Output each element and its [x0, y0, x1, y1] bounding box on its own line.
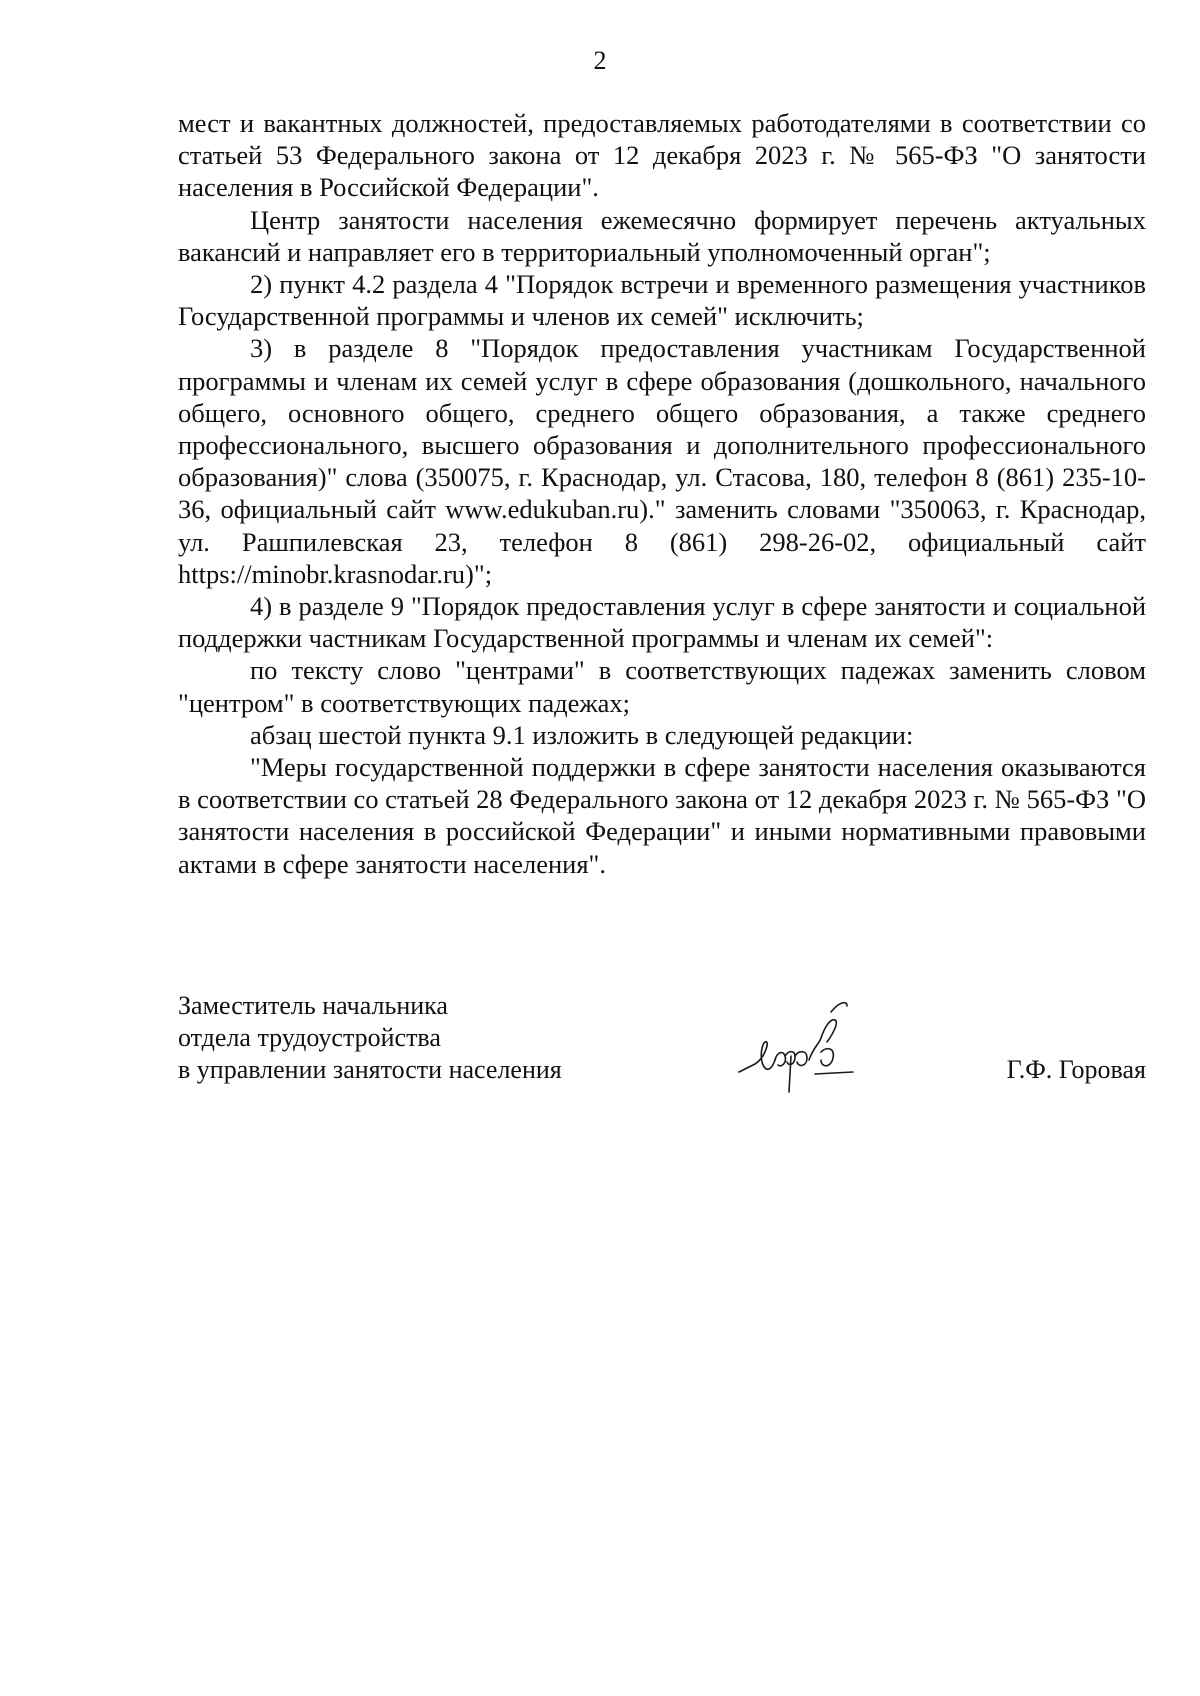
paragraph-item-2: 2) пункт 4.2 раздела 4 "Порядок встречи и временного размещения участников Государственной программы и членов их семей" исключить;	[178, 269, 1146, 332]
paragraph-employment-center: Центр занятости населения ежемесячно формирует перечень актуальных вакансий и направляет его в территориальный уполномоченный орган";	[178, 204, 1146, 267]
signatory-title-line: отдела трудоустройства	[178, 1023, 441, 1052]
paragraph-item-4: 4) в разделе 9 "Порядок предоставления услуг в сфере занятости и социальной поддержки частникам Государственной программы и членам их семей":	[178, 591, 1146, 654]
paragraph-item-3: 3) в разделе 8 "Порядок предоставления участникам Государственной программы и членам их семей услуг в сфере образования (дошкольного, начального общего, основного общего, среднего общего образования, а также среднего профессионального, высшего образования и дополнительного профессионального образования)" слова (350075, г. Краснодар, ул. Стасова, 180, телефон 8 (861) 235-10-36, официальный сайт www.edukuban.ru)." заменить словами "350063, г. Краснодар, ул. Рашпилевская 23, телефон 8 (861) 298-26-02, официальный сайт https://minobr.krasnodar.ru)";	[178, 333, 1146, 589]
paragraph-sixth-abzac: абзац шестой пункта 9.1 изложить в следующей редакции:	[250, 719, 914, 750]
signatory-name: Г.Ф. Горовая	[1006, 1055, 1146, 1084]
document-body	[178, 107, 1146, 880]
paragraph-quoted-text: "Меры государственной поддержки в сфере занятости населения оказываются в соответствии со статьей 28 Федерального закона от 12 декабря 2023 г. № 565-ФЗ "О занятости населения в российской Федерации" и иными нормативными правовыми актами в сфере занятости населения".	[178, 752, 1146, 879]
signatory-title-line: в управлении занятости населения	[178, 1055, 562, 1084]
signatory-title	[178, 990, 562, 1086]
paragraph-replace-word: по тексту слово "центрами" в соответствующих падежах заменить словом "центром" в соответствующих падежах;	[178, 655, 1146, 718]
signature-block	[178, 990, 1146, 1120]
signatory-title-line: Заместитель начальника	[178, 991, 448, 1020]
paragraph-continuation: мест и вакантных должностей, предоставляемых работодателями в соответствии со статьей 53 Федерального закона от 12 декабря 2023 г. № 565-ФЗ "О занятости населения в Российской Федерации".	[178, 108, 1146, 203]
handwritten-signature	[735, 990, 865, 1100]
page-number: 2	[593, 46, 607, 75]
